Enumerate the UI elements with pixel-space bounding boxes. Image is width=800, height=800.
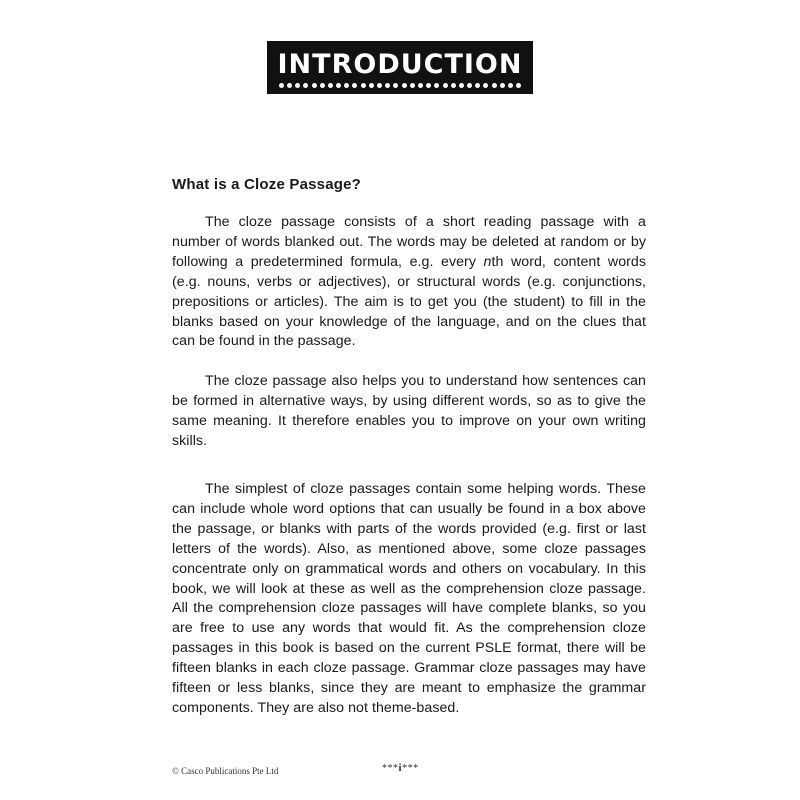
title-dots-decoration bbox=[267, 83, 533, 88]
page-number-value: i bbox=[398, 762, 403, 774]
page-number-left-stars: *** bbox=[382, 763, 399, 774]
paragraph-1-text-a: The cloze passage consists of a short reading passage with a number of words blanked out. The words may be deleted at random or by following a predetermined formula, e.g. every bbox=[172, 214, 646, 270]
section-heading: What is a Cloze Passage? bbox=[172, 176, 362, 193]
page-number-right-stars: *** bbox=[402, 763, 419, 774]
paragraph-1-text-b: th word, content words (e.g. nouns, verbs or adjectives), or structural words (e.g. conjunctions, prepositions or articles). The aim is to get you (the student) to fill in the blanks based on your knowledge of the language, and on the clues that can be found in the passage. bbox=[172, 253, 646, 350]
copyright-notice: © Casco Publications Pte Ltd bbox=[172, 766, 279, 776]
paragraph-2: The cloze passage also helps you to understand how sentences can be formed in alternative ways, by using different words, so as to give the same meaning. It therefore enables you to improve on your own writing skills. bbox=[172, 373, 646, 450]
title-banner bbox=[267, 41, 533, 94]
paragraph-3: The simplest of cloze passages contain some helping words. These can include whole word options that can usually be found in a box above the passage, or blanks with parts of the words provided (e.g. first or last letters of the words). Also, as mentioned above, some cloze passages concentrate only on grammatical words and others on vocabulary. In this book, we will look at these as well as the comprehension cloze passage. All the comprehension cloze passages will have complete blanks, so you are free to use any words that would fit. As the comprehension cloze passages in this book is based on the current PSLE format, there will be fifteen blanks in each cloze passage. Grammar cloze passages may have fifteen or less blanks, since they are meant to emphasize the grammar components. They are also not theme-based. bbox=[172, 480, 646, 716]
page-number bbox=[382, 762, 419, 774]
paragraph-1 bbox=[172, 213, 646, 352]
page-title: INTRODUCTION bbox=[277, 49, 523, 80]
paragraph-1-italic: n bbox=[483, 253, 492, 270]
main-content bbox=[172, 172, 646, 739]
